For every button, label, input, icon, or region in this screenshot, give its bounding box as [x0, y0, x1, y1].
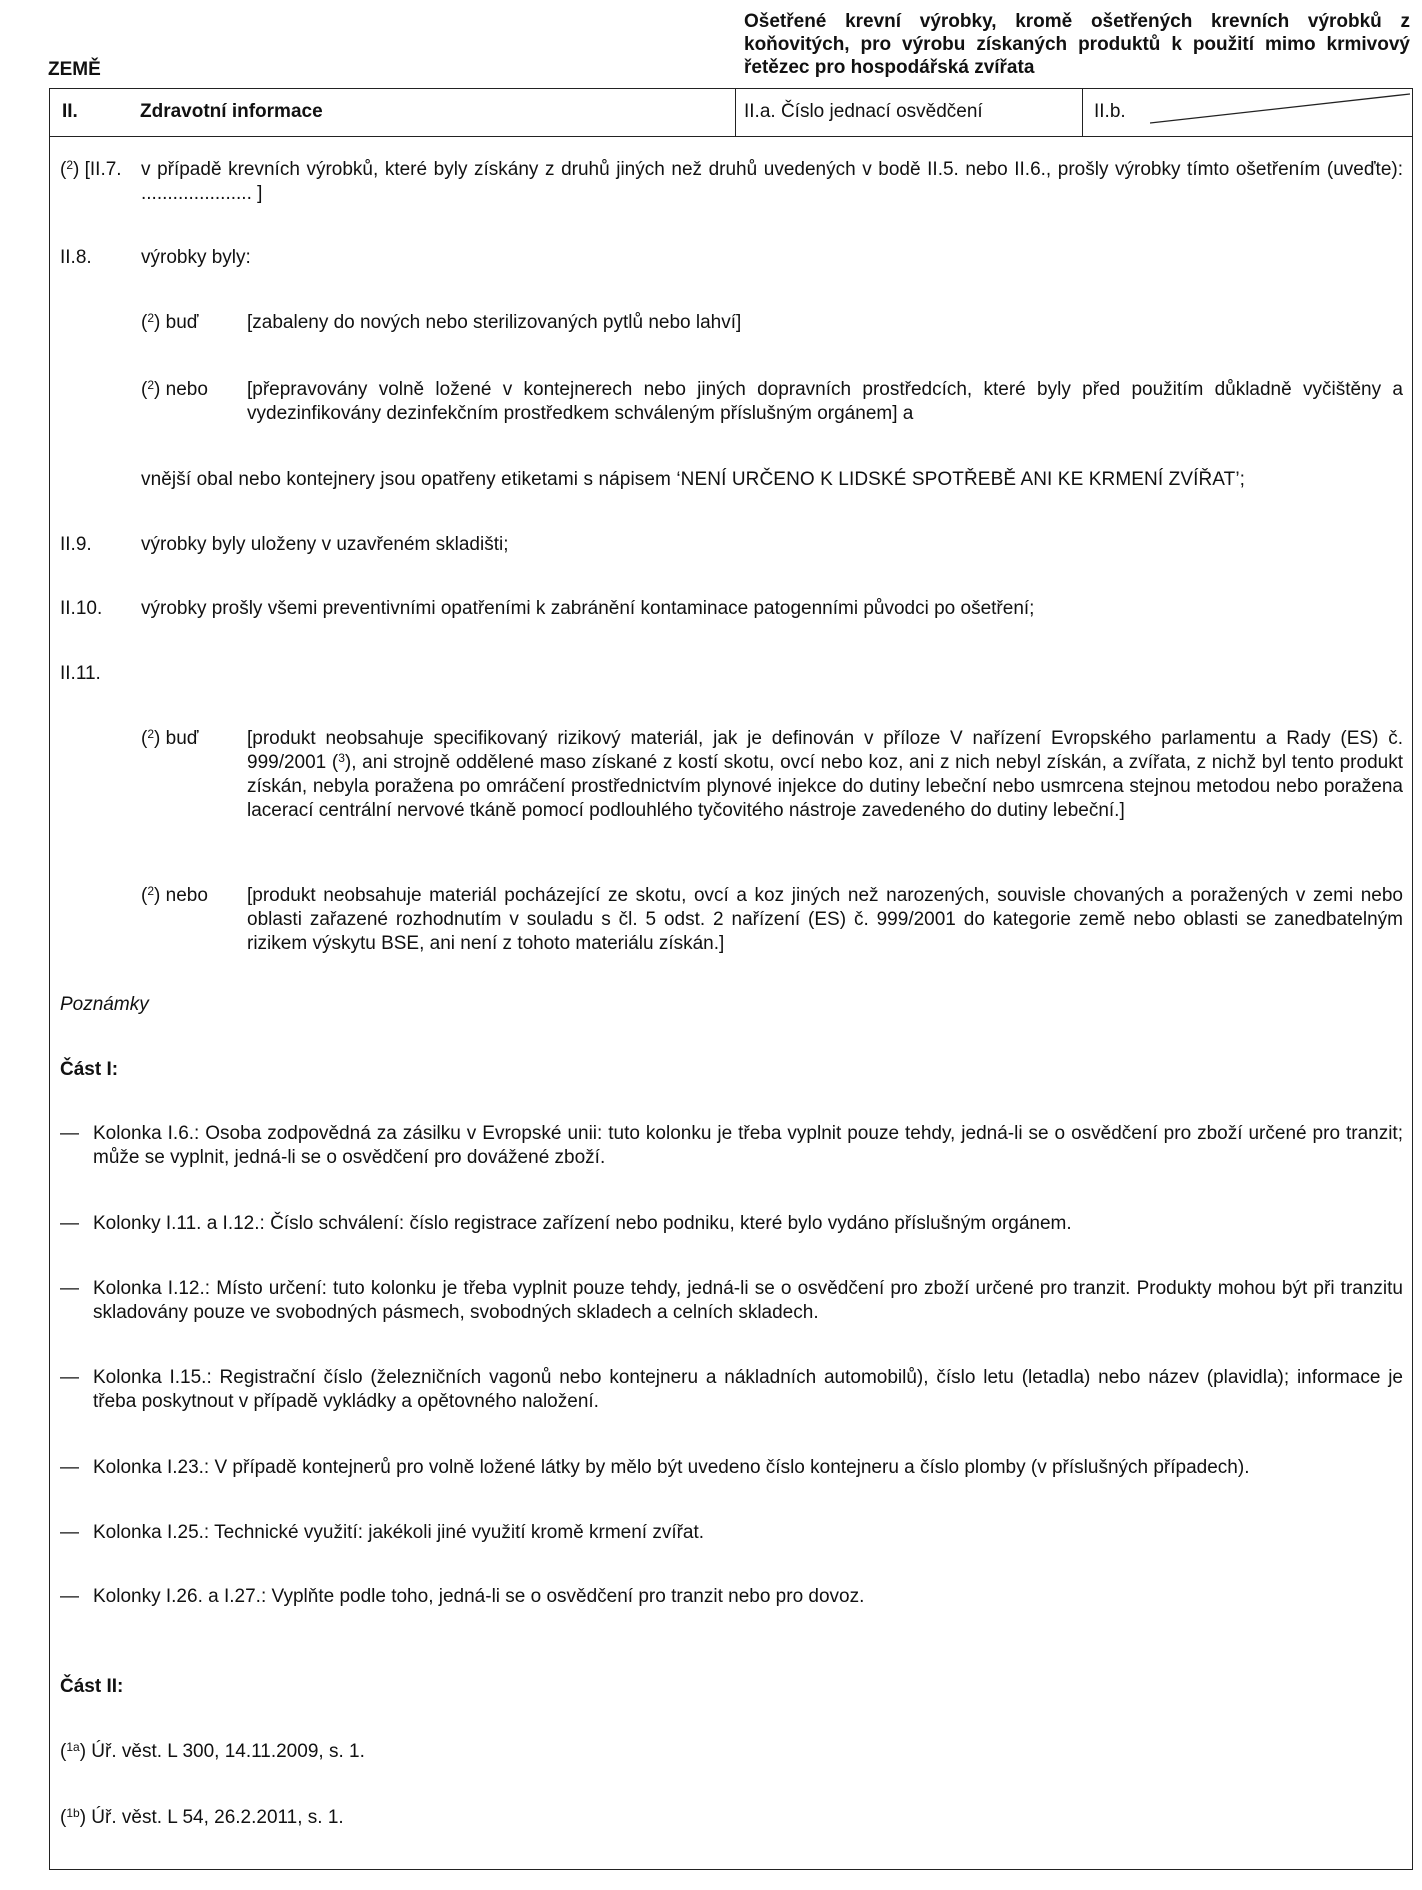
item-ii11-option2-text: [produkt neobsahuje materiál pocházející ze skotu, ovcí a koz jiných než narozených, souvisle chovaných a poražených v zemi nebo oblasti zařazené rozhodnutím v souladu s čl. 5 odst. 2 nařízení (ES) č. 999/2001 do kategorie země nebo oblasti se zanedbatelným rizikem výskytu BSE, ani není z tohoto materiálu získán.]	[247, 885, 1403, 954]
item-ii7-number: ($^2$) [II.7.	[60, 158, 122, 180]
bullet-dash: —	[60, 1586, 79, 1607]
item-ii7-text: v případě krevních výrobků, které byly získány z druhů jiných než druhů uvedených v bodě II.5. nebo II.6., prošly výrobky tímto ošetřením (uveďte): ..................... ]	[141, 159, 1403, 204]
item-ii8-option2-label: ($^2$) nebo	[141, 378, 208, 400]
iib-diagonal-strike	[1150, 88, 1410, 136]
bullet-dash: —	[60, 1213, 79, 1234]
item-ii8-text: výrobky byly:	[141, 247, 251, 268]
note-box-i23: Kolonka I.23.: V případě kontejnerů pro volně ložené látky by mělo být uvedeno číslo kontejneru a číslo plomby (v příslušných případech).	[93, 1457, 1250, 1478]
item-ii10-text: výrobky prošly všemi preventivními opatřeními k zabránění kontaminace patogenními původci po ošetření;	[141, 598, 1035, 619]
item-ii8-option1-text: [zabaleny do nových nebo sterilizovaných pytlů nebo lahví]	[247, 312, 742, 333]
iib-label: II.b.	[1094, 101, 1126, 122]
note-box-i6: Kolonka I.6.: Osoba zodpovědná za zásilku v Evropské unii: tuto kolonku je třeba vyplnit pouze tehdy, jedná-li se o osvědčení pro zboží určené pro tranzit; může se vyplnit, jedná-li se o osvědčení pro dovážené zboží.	[93, 1123, 1403, 1168]
section-number: II.	[62, 101, 78, 122]
part1-heading: Část I:	[60, 1059, 119, 1080]
bullet-dash: —	[60, 1522, 79, 1543]
section-title: Zdravotní informace	[140, 101, 323, 122]
item-ii8-outer-text: vnější obal nebo kontejnery jsou opatřeny etiketami s nápisem ‘NENÍ URČENO K LIDSKÉ SPOTŘEBĚ ANI KE KRMENÍ ZVÍŘAT’;	[141, 469, 1246, 490]
notes-heading: Poznámky	[60, 994, 149, 1015]
bullet-dash: —	[60, 1367, 79, 1388]
item-ii9-text: výrobky byly uloženy v uzavřeném skladišti;	[141, 534, 509, 555]
bullet-dash: —	[60, 1123, 79, 1144]
item-ii11-option1-text: [produkt neobsahuje specifikovaný rizikový materiál, jak je definován v příloze V nařízení Evropského parlamentu a Rady (ES) č. 999/2001 ($^3$), ani strojně oddělené maso získané z kostí skotu, ovcí nebo koz, ani z nich nebyl získán, a zvířata, z nichž byl tento produkt získán, nebyla poražena po omráčení prostřednictvím plynové injekce do dutiny lebeční nebo usmrcena stejnou metodou nebo poražena lacerací centrální nervové tkáně pomocí podlouhlého tyčovitého nástroje zavedeného do dutiny lebeční.]	[247, 728, 1403, 821]
reference-number-label: II.a. Číslo jednací osvědčení	[744, 101, 983, 122]
item-ii9-number: II.9.	[60, 534, 92, 555]
part2-heading: Část II:	[60, 1676, 124, 1697]
column-divider-2	[1082, 88, 1083, 136]
bullet-dash: —	[60, 1278, 79, 1299]
certificate-title: Ošetřené krevní výrobky, kromě ošetřených krevních výrobků z koňovitých, pro výrobu získaných produktů k použití mimo krmivový řetězec pro hospodářská zvířata	[744, 11, 1410, 78]
item-ii11-number: II.11.	[60, 663, 101, 684]
column-divider-1	[735, 88, 736, 136]
bullet-dash: —	[60, 1457, 79, 1478]
country-label: ZEMĚ	[48, 59, 101, 80]
note-box-i26-i27: Kolonky I.26. a I.27.: Vyplňte podle toho, jedná-li se o osvědčení pro tranzit nebo pro dovoz.	[93, 1586, 865, 1607]
item-ii10-number: II.10.	[60, 598, 103, 619]
item-ii8-option2-text: [přepravovány volně ložené v kontejnerech nebo jiných dopravních prostředcích, které byly před použitím důkladně vyčištěny a vydezinfikovány dezinfekčním prostředkem schváleným příslušným orgánem] a	[247, 379, 1403, 424]
item-ii11-option1-label: ($^2$) buď	[141, 727, 199, 749]
item-ii8-number: II.8.	[60, 247, 92, 268]
item-ii8-option1-label: ($^2$) buď	[141, 311, 199, 333]
note-box-i11-i12: Kolonky I.11. a I.12.: Číslo schválení: číslo registrace zařízení nebo podniku, které bylo vydáno příslušným orgánem.	[93, 1213, 1072, 1234]
note-box-i25: Kolonka I.25.: Technické využití: jakékoli jiné využití kromě krmení zvířat.	[93, 1522, 705, 1543]
header-row-divider	[49, 136, 1413, 137]
note-box-i15: Kolonka I.15.: Registrační číslo (železničních vagonů nebo kontejneru a nákladních automobilů), číslo letu (letadla) nebo název (plavidla); informace je třeba poskytnout v případě vykládky a opětovného naložení.	[93, 1367, 1403, 1412]
footnote-1a: ($^{1a}$) Úř. věst. L 300, 14.11.2009, s. 1.	[60, 1740, 365, 1762]
footnote-1b: ($^{1b}$) Úř. věst. L 54, 26.2.2011, s. 1.	[60, 1806, 344, 1828]
item-ii11-option2-label: ($^2$) nebo	[141, 884, 208, 906]
note-box-i12: Kolonka I.12.: Místo určení: tuto kolonku je třeba vyplnit pouze tehdy, jedná-li se o osvědčení pro zboží určené pro tranzit. Produkty mohou být při tranzitu skladovány pouze ve svobodných pásmech, svobodných skladech a celních skladech.	[93, 1278, 1403, 1323]
